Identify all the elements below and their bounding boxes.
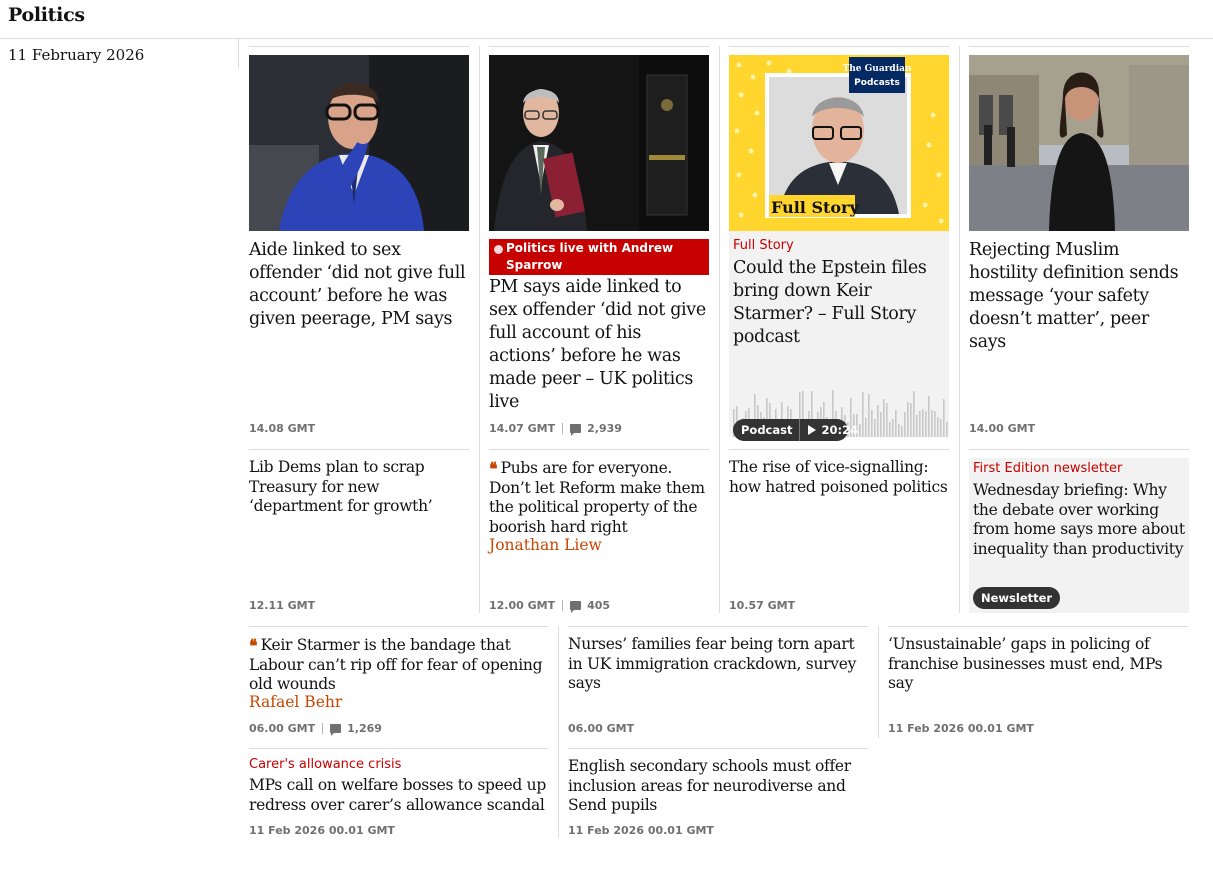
story-headline[interactable]: Aide linked to sex offender ‘did not give full account’ before he was given peerage, PM says	[249, 240, 466, 329]
story-card[interactable]	[568, 748, 868, 843]
waveform-bar	[874, 419, 876, 437]
waveform-bar	[877, 405, 879, 437]
live-dot-icon	[494, 245, 503, 254]
quote-icon: ❛❛	[249, 636, 255, 657]
podcast-card[interactable]	[729, 55, 949, 437]
meta-separator	[562, 423, 563, 434]
story-headline[interactable]: PM says aide linked to sex offender ‘did not give full account of his actions’ before he was made peer – UK politics live	[489, 277, 706, 412]
waveform-bar	[943, 399, 945, 437]
column-divider	[719, 46, 720, 613]
waveform-bar	[868, 394, 870, 437]
waveform-bar	[925, 411, 927, 437]
story-card[interactable]	[489, 46, 709, 441]
story-card[interactable]	[568, 626, 868, 741]
page-title: Politics	[8, 4, 85, 26]
timestamp: 11 Feb 2026 00.01 GMT	[568, 824, 714, 837]
waveform-bar	[889, 422, 891, 437]
timestamp: 14.07 GMT	[489, 422, 556, 435]
timestamp: 11 Feb 2026 00.01 GMT	[249, 824, 395, 837]
timestamp: 12.11 GMT	[249, 599, 316, 612]
story-headline[interactable]: The rise of vice-signalling: how hatred poisoned politics	[729, 458, 948, 496]
opinion-card[interactable]	[249, 626, 548, 741]
story-card[interactable]	[249, 449, 469, 619]
opinion-card[interactable]	[489, 449, 709, 619]
podcast-play-button[interactable]	[733, 419, 859, 441]
podcast-artwork[interactable]	[729, 55, 949, 231]
story-meta	[568, 722, 634, 735]
story-card[interactable]	[969, 46, 1189, 441]
waveform-bar	[940, 419, 942, 437]
live-blog-label[interactable]	[489, 239, 709, 275]
story-card[interactable]	[729, 449, 949, 619]
byline[interactable]: Jonathan Liew	[489, 536, 602, 554]
podcast-art-title: Full Story	[771, 198, 859, 217]
story-meta	[888, 722, 1034, 735]
live-blog-label-text: Politics live with Andrew Sparrow	[506, 241, 674, 272]
comment-count[interactable]: 405	[587, 599, 611, 612]
comment-icon	[570, 601, 581, 610]
brand-logo-sub: Podcasts	[854, 78, 900, 88]
waveform-bar	[928, 396, 930, 437]
story-headline[interactable]: Pubs are for everyone. Don’t let Reform make them the political property of the boorish hard right	[489, 459, 705, 536]
date-column-divider	[238, 38, 239, 68]
newsletter-card[interactable]	[969, 458, 1189, 613]
story-meta	[489, 422, 622, 435]
waveform-bar	[922, 409, 924, 437]
story-meta	[249, 824, 395, 837]
brand-logo-text: The Guardian	[842, 64, 912, 74]
story-headline-wrap[interactable]	[489, 458, 709, 537]
story-headline[interactable]: English secondary schools must offer inclusion areas for neurodiverse and Send pupils	[568, 757, 851, 814]
waveform-bar	[901, 426, 903, 437]
meta-separator	[322, 723, 323, 734]
newsletter-badge[interactable]: Newsletter	[973, 587, 1060, 609]
waveform-bar	[859, 424, 861, 437]
story-headline[interactable]: Keir Starmer is the bandage that Labour can’t rip off for fear of opening old wounds	[249, 636, 543, 693]
column-divider	[878, 626, 879, 738]
waveform-bar	[886, 403, 888, 437]
waveform-bar	[931, 410, 933, 437]
waveform-bar	[913, 391, 915, 437]
waveform-bar	[898, 424, 900, 437]
story-meta	[729, 599, 795, 612]
story-photo[interactable]	[489, 55, 709, 231]
comment-icon	[330, 724, 341, 733]
row-divider	[969, 449, 1189, 450]
waveform-bar	[946, 422, 948, 437]
story-headline[interactable]: ‘Unsustainable’ gaps in policing of franchise businesses must end, MPs say	[888, 635, 1163, 692]
story-kicker[interactable]: First Edition newsletter	[973, 461, 1123, 476]
story-headline[interactable]: Could the Epstein files bring down Keir Starmer? – Full Story podcast	[733, 258, 927, 347]
duration-text: 20:24	[821, 423, 859, 437]
comment-count[interactable]: 2,939	[587, 422, 622, 435]
story-headline-wrap[interactable]	[249, 635, 548, 695]
waveform-bar	[862, 392, 864, 437]
waveform-bar	[883, 399, 885, 437]
story-card[interactable]	[249, 748, 548, 843]
waveform-bar	[904, 412, 906, 437]
podcast-duration	[800, 423, 858, 437]
story-kicker[interactable]: Carer's allowance crisis	[249, 757, 402, 772]
waveform-bar	[937, 417, 939, 437]
comment-icon	[570, 424, 581, 433]
timestamp: 06.00 GMT	[249, 722, 316, 735]
waveform-bar	[934, 411, 936, 437]
waveform-bar	[892, 419, 894, 437]
story-headline[interactable]: Lib Dems plan to scrap Treasury for new ‘department for growth’	[249, 458, 433, 515]
story-meta	[249, 422, 315, 435]
story-photo[interactable]	[249, 55, 469, 231]
column-divider	[959, 46, 960, 613]
column-divider	[558, 626, 559, 838]
header-divider	[0, 38, 1213, 39]
timestamp: 10.57 GMT	[729, 599, 796, 612]
story-meta	[969, 422, 1035, 435]
byline[interactable]: Rafael Behr	[249, 693, 343, 711]
timestamp: 06.00 GMT	[568, 722, 635, 735]
timestamp: 14.08 GMT	[249, 422, 316, 435]
waveform-bar	[919, 411, 921, 437]
story-card[interactable]	[249, 46, 469, 441]
meta-separator	[562, 600, 563, 611]
timestamp: 11 Feb 2026 00.01 GMT	[888, 722, 1034, 735]
story-meta	[489, 599, 610, 612]
podcast-label: Podcast	[733, 419, 800, 441]
timestamp: 12.00 GMT	[489, 599, 556, 612]
waveform-bar	[871, 410, 873, 437]
story-photo[interactable]	[969, 55, 1189, 231]
story-meta	[568, 824, 714, 837]
comment-count[interactable]: 1,269	[347, 722, 382, 735]
quote-icon: ❛❛	[489, 459, 495, 480]
story-headline[interactable]: MPs call on welfare bosses to speed up redress over carer’s allowance scandal	[249, 776, 546, 814]
waveform-bar	[916, 415, 918, 437]
story-headline[interactable]: Wednesday briefing: Why the debate over working from home says more about inequality than productivity	[973, 481, 1185, 558]
timestamp: 14.00 GMT	[969, 422, 1036, 435]
page-date: 11 February 2026	[8, 46, 145, 64]
story-meta	[249, 599, 315, 612]
waveform-bar	[880, 412, 882, 437]
story-kicker[interactable]: Full Story	[733, 238, 794, 253]
waveform-bar	[910, 403, 912, 437]
column-divider	[479, 46, 480, 613]
waveform-bar	[865, 418, 867, 437]
story-card[interactable]	[888, 626, 1188, 741]
row-divider	[729, 46, 949, 47]
play-icon	[807, 425, 816, 435]
waveform-bar	[895, 410, 897, 437]
story-headline[interactable]: Nurses’ families fear being torn apart in UK immigration crackdown, survey says	[568, 635, 857, 692]
story-headline[interactable]: Rejecting Muslim hostility definition sends message ‘your safety doesn’t matter’, peer says	[969, 240, 1179, 352]
story-meta	[249, 722, 382, 735]
waveform-bar	[907, 402, 909, 437]
